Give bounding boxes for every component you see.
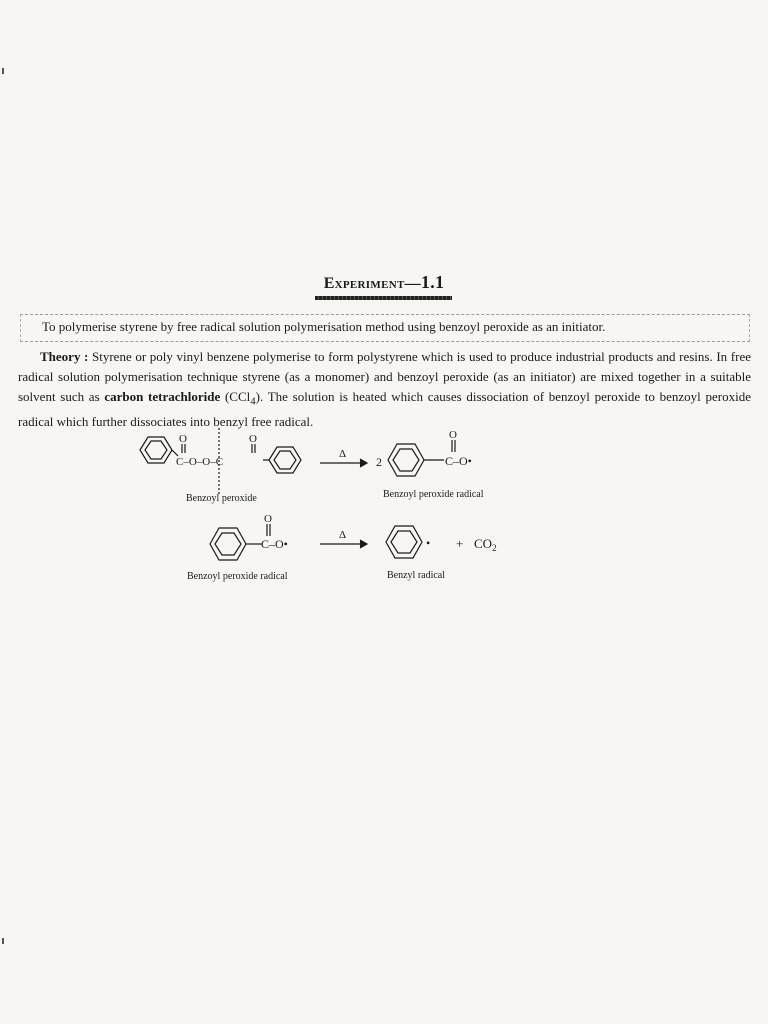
caption-benzoyl-peroxide-radical: Benzoyl peroxide radical [383,489,484,500]
experiment-dash: — [404,275,421,292]
heat-symbol: Δ [339,529,347,541]
caption-benzoyl-peroxide: Benzoyl peroxide [186,493,257,504]
reaction-arrow-1 [320,459,367,467]
reaction-arrow-2 [320,540,367,548]
oxygen-atom: O [264,513,272,525]
theory-text-1: Styrene or poly vinyl benzene polymerise to form polystyrene which is used to produce industrial products and resins. In free radical solution polymerisation technique styrene (as a monomer) and benzoyl peroxide (as an initiator) are mixed together in a suitable solvent such as [18,349,751,404]
experiment-number: 1.1 [420,272,445,292]
oxygen-atom: O [179,433,187,445]
aim-text: To polymerise styrene by free radical solution polymerisation method using benzoyl peroxide as an initiator. [42,319,606,334]
ccl4-subscript: 4 [250,395,256,408]
radical-group: C–O• [261,537,288,551]
caption-benzyl-radical: Benzyl radical [387,570,446,581]
experiment-label: Experiment [323,275,405,292]
benzene-ring-3 [388,444,424,476]
benzene-ring-2 [269,447,301,473]
theory-text-2: (CCl [220,389,251,404]
co2-subscript: 2 [492,543,497,553]
solvent-name: carbon tetrachloride [104,389,221,404]
co2-text: CO [474,536,493,551]
oxygen-atom: O [449,429,457,441]
benzene-ring-4 [210,528,246,560]
benzene-ring-1 [140,437,172,463]
plus-sign: + [456,536,464,551]
peroxide-linkage: C–O–O–C [176,456,224,468]
stoichiometric-coefficient: 2 [376,455,382,469]
co2-formula [474,536,497,553]
caption-benzoyl-peroxide-radical-2: Benzoyl peroxide radical [187,571,288,582]
theory-text-3: ). The solution is heated which causes dissociation of benzoyl peroxide to benzoyl peroxide radical which further dissociates into benzyl free radical. [18,389,751,429]
oxygen-atom: O [249,433,257,445]
heat-symbol: Δ [339,448,347,460]
benzene-ring-5 [386,526,422,558]
radical-group: C–O• [445,454,472,468]
radical-dot: • [426,536,431,550]
theory-heading: Theory : [40,349,89,364]
